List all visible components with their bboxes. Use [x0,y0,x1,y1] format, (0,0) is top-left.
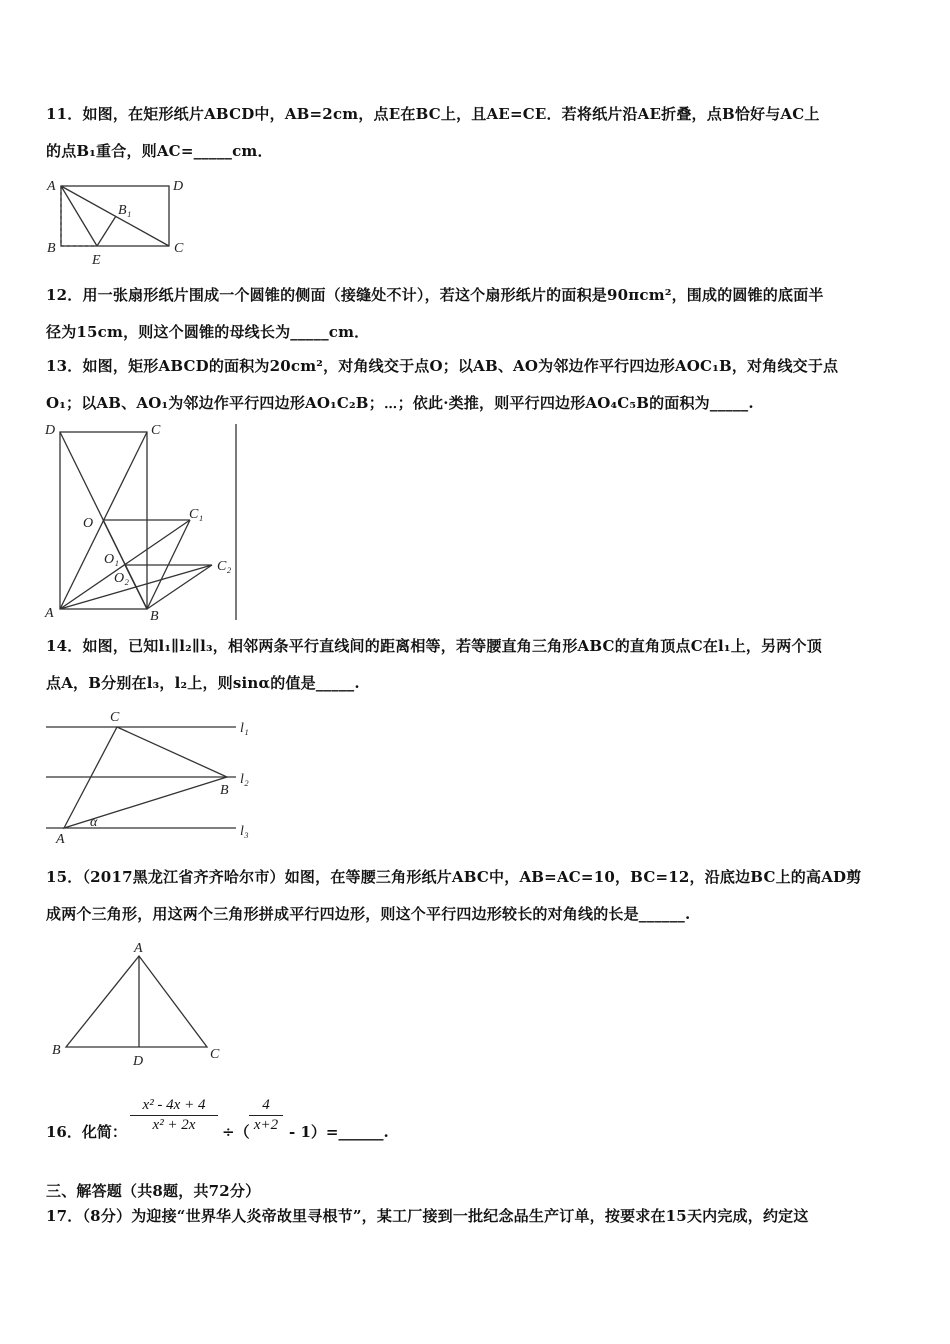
q13-label-c1: C₁ [189,507,204,522]
q11-segment-eb1 [97,216,116,246]
q14-label-alpha: α [90,815,98,830]
q15-triangle-abc [66,956,207,1047]
q15-text-line1: 15．（2017黑龙江省齐齐哈尔市）如图，在等腰三角形纸片ABC中，AB=AC=10，BC=12，沿底边BC上的高AD剪 [46,868,862,886]
q12-text-line1: 12．用一张扇形纸片围成一个圆锥的侧面（接缝处不计），若这个扇形纸片的面积是90πcm²，围成的圆锥的底面半 [46,286,824,304]
q14-text-line2: 点A，B分别在l₃，l₂上，则sinα的值是_____. [46,674,360,692]
q13-figure [40,420,240,625]
q14-label-a: A [56,832,65,845]
q13-text-line1: 13．如图，矩形ABCD的面积为20cm²，对角线交于点O；以AB、AO为邻边作平行四边形AOC₁B，对角线交于点 [46,357,839,375]
q15-label-a: A [134,941,143,956]
q15-text-line2: 成两个三角形，用这两个三角形拼成平行四边形，则这个平行四边形较长的对角线的长是______. [46,905,691,923]
q13-label-d: D [45,423,56,438]
q11-label-b: B [47,241,56,256]
q11-fold-ae [61,186,97,246]
q13-segment-c2b [147,565,212,609]
q14-label-c: C [110,710,120,725]
q13-label-b: B [150,609,159,624]
q14-label-b: B [220,783,229,798]
q14-figure [44,705,264,845]
q15-label-c: C [210,1047,220,1062]
q11-label-b1: B₁ [118,203,132,218]
q13-label-c2: C₂ [217,559,232,574]
q11-text-line1: 11．如图，在矩形纸片ABCD中，AB=2cm，点E在BC上，且AE=CE．若将纸片沿AE折叠，点B恰好与AC上 [46,105,820,123]
q11-label-d: D [173,179,184,194]
q13-label-o2: O₂ [114,571,129,586]
q16-fraction-1-numerator: x² - 4x + 4 [142,1097,206,1113]
q16-fraction-2-denominator: x+2 [249,1115,283,1134]
q16-fraction-1-denominator: x² + 2x [130,1115,218,1134]
q16-fraction-2 [249,1097,283,1134]
q11-label-e: E [92,253,101,268]
q16-divide-sign: ÷（ [222,1123,250,1141]
q14-label-l2: l₂ [240,772,249,787]
q15-figure [44,938,234,1073]
q13-label-o: O [83,516,94,531]
q17-text-line1: 17．（8分）为迎接“世界华人炎帝故里寻根节”，某工厂接到一批纪念品生产订单，按要求在15天内完成，约定这 [46,1207,809,1225]
q13-label-a: A [45,606,54,621]
q16-suffix: - 1）=______. [289,1123,389,1141]
q12-text-line2: 径为15cm，则这个圆锥的母线长为_____cm． [46,323,370,341]
q11-text-line2: 的点B₁重合，则AC=_____cm． [46,142,273,160]
q16-fraction-2-numerator: 4 [262,1097,270,1113]
q11-label-c: C [174,241,184,256]
q15-label-b: B [52,1043,61,1058]
q14-label-l3: l₃ [240,824,249,839]
q14-label-l1: l₁ [240,721,249,736]
q13-label-c: C [151,423,161,438]
q13-text-line2: O₁；以AB、AO₁为邻边作平行四边形AO₁C₂B；⋯；依此·类推，则平行四边形AO₄C₅B的面积为_____. [46,394,754,412]
q11-diagonal-ac [61,186,169,246]
q15-label-d: D [133,1054,144,1069]
q11-figure [44,176,204,268]
q16-fraction-1 [130,1097,218,1134]
q11-label-a: A [47,179,56,194]
q14-text-line1: 14．如图，已知l₁∥l₂∥l₃，相邻两条平行直线间的距离相等，若等腰直角三角形ABC的直角顶点C在l₁上，另两个顶 [46,637,822,655]
section-heading: 三、解答题（共8题，共72分） [46,1182,261,1200]
q16-prefix: 16．化简： [46,1123,127,1141]
q13-label-o1: O₁ [104,552,119,567]
